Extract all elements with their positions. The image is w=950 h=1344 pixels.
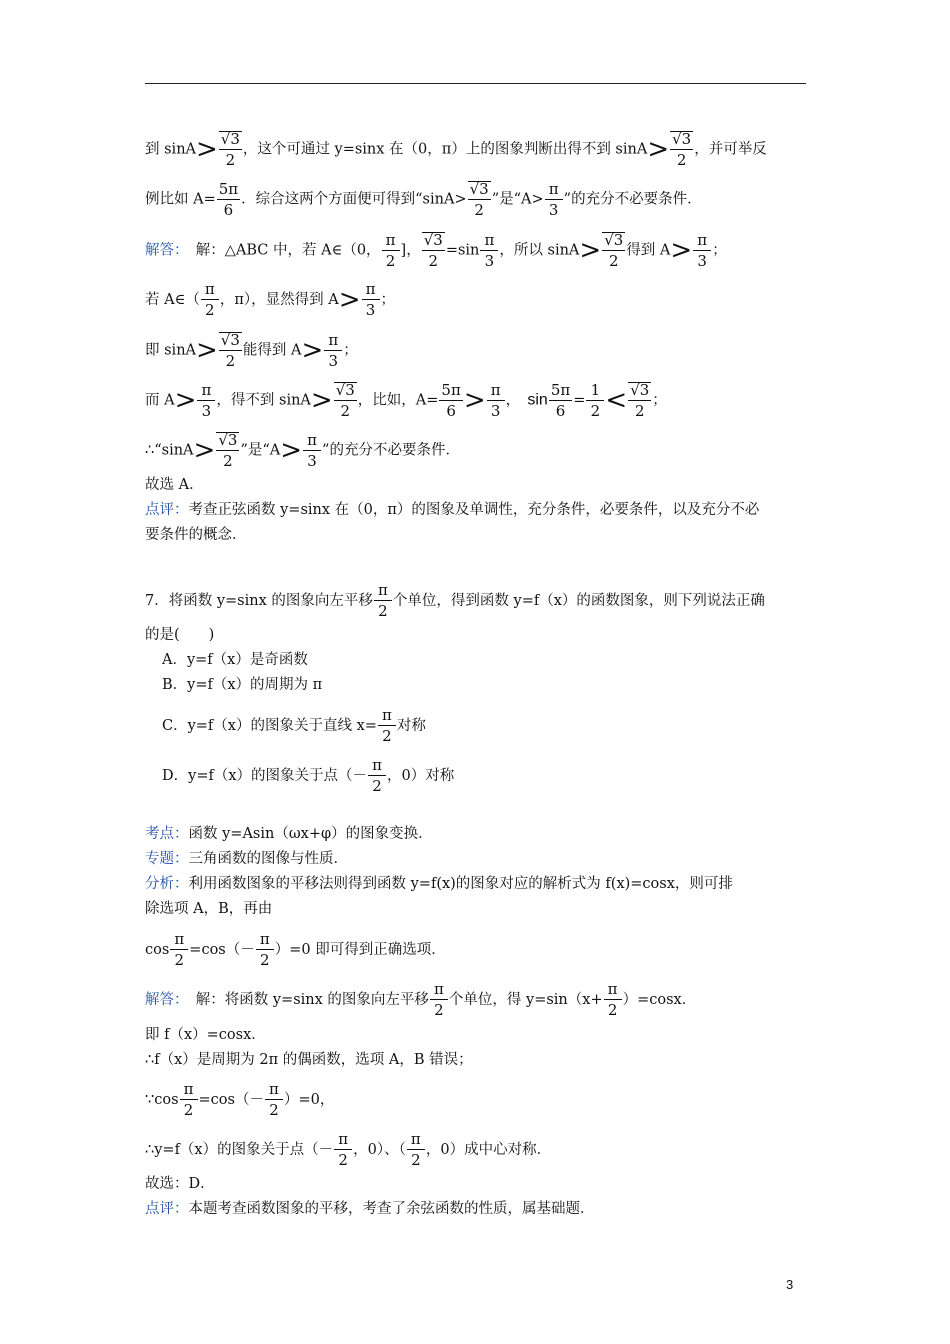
gt-sign: > xyxy=(310,385,333,416)
q7-comment xyxy=(145,1199,595,1219)
text: ∵cos xyxy=(145,1092,179,1108)
s6-answer-line-4 xyxy=(145,382,667,419)
text: ，所以 sinA xyxy=(499,242,580,259)
text: 三角函数的图像与性质． xyxy=(188,851,348,867)
fraction xyxy=(219,332,242,369)
denominator: 2 xyxy=(676,151,687,169)
numerator: 5π xyxy=(441,380,461,399)
text: ．综合这两个方面便可得到“sinA> xyxy=(241,191,467,208)
text: 7．将函数 y=sinx 的图象向左平移 xyxy=(145,593,373,609)
fraction xyxy=(201,282,219,318)
gt-sign: > xyxy=(196,134,218,165)
keypoint-label: 考点： xyxy=(145,826,189,842)
text: ，0）、（ xyxy=(353,1142,406,1158)
fraction xyxy=(334,382,357,419)
denominator: 2 xyxy=(205,301,215,319)
text: 而 A xyxy=(145,392,175,409)
fraction xyxy=(382,230,400,270)
text: = xyxy=(573,392,586,409)
fraction xyxy=(487,380,505,420)
numerator: π xyxy=(382,233,400,251)
denominator: 2 xyxy=(590,401,601,420)
fraction xyxy=(324,330,342,370)
text: ∴“sinA xyxy=(145,442,194,459)
denominator: 2 xyxy=(225,352,236,370)
denominator: 3 xyxy=(548,200,559,219)
fraction xyxy=(468,181,491,218)
numerator: π xyxy=(693,233,711,251)
text: ”是“A xyxy=(240,442,281,459)
fraction xyxy=(216,432,239,469)
denominator: 6 xyxy=(446,401,456,420)
denominator: 6 xyxy=(223,200,234,219)
text: =cos（ xyxy=(198,1092,250,1108)
fraction: $\frac{1}{2}$ xyxy=(586,383,604,419)
text: ∴y=f（x）的图象关于点（ xyxy=(145,1142,319,1158)
denominator: 3 xyxy=(697,251,707,270)
denominator: 3 xyxy=(201,401,212,420)
fraction xyxy=(256,932,274,968)
denominator: 2 xyxy=(225,151,236,169)
text: ”的充分不必要条件． xyxy=(563,191,702,208)
numerator: π xyxy=(407,1132,425,1150)
numerator: √3 xyxy=(672,130,692,148)
answer-label: 解答： xyxy=(145,242,182,259)
text: ， xyxy=(505,392,513,409)
text: =cos（ xyxy=(189,942,241,958)
denominator: 2 xyxy=(378,602,388,620)
header-rule xyxy=(145,83,806,84)
denominator: 2 xyxy=(634,402,645,420)
text: ，比如，A= xyxy=(357,392,439,409)
text: 能得到 A xyxy=(242,342,302,359)
intro-line-2 xyxy=(145,181,702,218)
fraction xyxy=(180,1082,198,1118)
text: ，这个可通过 y=sinx 在（0，π）上的图象判断出得不到 sinA xyxy=(242,141,648,158)
denominator: 2 xyxy=(340,402,351,420)
text: 利用函数图象的平移法则得到函数 y=f(x)的图象对应的解析式为 f(x)=cosx，则可排 xyxy=(188,876,733,892)
numerator: √3 xyxy=(335,381,355,399)
text: ）=0， xyxy=(283,1092,335,1108)
text: D．y=f（x）的图象关于点（ xyxy=(162,768,353,784)
numerator: π xyxy=(324,333,342,351)
minus-sign: － xyxy=(352,768,368,784)
s6-answer-line-2: 若 A∈（ $\frac{\pi}{2}$ ，π），显然得到 A> $\frac{\pi}{3}$ ； xyxy=(145,280,395,319)
fraction xyxy=(303,430,321,470)
comment-label: 点评： xyxy=(145,1201,189,1217)
gt-sign: > xyxy=(670,235,693,266)
fraction xyxy=(219,131,242,168)
denominator: 2 xyxy=(259,951,270,969)
numerator: π xyxy=(265,1082,283,1100)
gt-sign: > xyxy=(193,435,216,466)
denominator: 2 xyxy=(434,1001,444,1019)
denominator: 2 xyxy=(608,252,619,270)
lt-sign: < xyxy=(605,385,628,416)
denominator: 3 xyxy=(307,451,317,470)
fraction xyxy=(602,232,625,269)
fraction xyxy=(430,982,448,1018)
q7-option-d xyxy=(162,758,454,794)
numerator: π xyxy=(197,383,215,401)
text: ”是“A> xyxy=(491,191,544,208)
q7-option-a: A．y=f（x）是奇函数 xyxy=(162,652,308,668)
gt-sign: > xyxy=(463,385,486,416)
text: 解：将函数 y=sinx 的图象向左平移 xyxy=(195,992,429,1008)
q7-option-c xyxy=(162,708,426,744)
numerator: √3 xyxy=(220,130,240,148)
text: 解：△ABC 中，若 A∈（0， xyxy=(195,242,381,259)
q7-answer-line-6: 故选：D． xyxy=(145,1176,215,1192)
text: 考查正弦函数 y=sinx 在（0，π）的图象及单调性，充分条件，必要条件，以及充分不必 xyxy=(188,502,760,518)
numerator: π xyxy=(362,282,380,300)
numerator: √3 xyxy=(469,180,489,198)
analysis-label: 分析： xyxy=(145,876,189,892)
denominator: 2 xyxy=(174,951,185,969)
s6-answer-line-3: 即 sinA> $\frac{√3}{2}$ 能得到 A> $\frac{\pi}{3}$ ； xyxy=(145,330,358,370)
denominator: 3 xyxy=(328,351,339,370)
q7-topic xyxy=(145,849,348,869)
q7-answer-line-3: ∴f（x）是周期为 2π 的偶函数，选项 A，B 错误； xyxy=(145,1052,473,1068)
fraction xyxy=(604,982,622,1018)
denominator: 2 xyxy=(223,452,233,470)
topic-label: 专题： xyxy=(145,851,189,867)
minus-sign: － xyxy=(249,1092,264,1108)
gt-sign: > xyxy=(579,235,602,266)
intro-line-1 xyxy=(145,131,767,168)
fraction xyxy=(378,708,396,744)
q7-analysis-line-2: 除选项 A，B，再由 xyxy=(145,901,273,917)
q7-analysis-line-3 xyxy=(145,932,446,968)
fraction xyxy=(549,380,572,420)
s6-answer-line-5 xyxy=(145,432,460,469)
text: 本题考查函数图象的平移，考查了余弦函数的性质，属基础题． xyxy=(188,1201,595,1217)
q7-keypoint xyxy=(145,824,433,844)
denominator: 3 xyxy=(484,251,495,270)
denominator: 3 xyxy=(365,301,376,319)
text: ，0）对称 xyxy=(387,768,455,784)
gt-sign: > xyxy=(301,335,324,366)
text: ，得不到 sinA xyxy=(216,392,311,409)
comment-label: 点评： xyxy=(145,502,189,518)
text: 函数 y=Asin（ωx+φ）的图象变换． xyxy=(188,826,433,842)
fraction xyxy=(545,179,563,219)
text: C．y=f（x）的图象关于直线 x= xyxy=(162,718,377,734)
numerator: π xyxy=(378,708,396,726)
denominator: 2 xyxy=(385,251,396,270)
q7-answer-line-2: 即 f（x）=cosx． xyxy=(145,1027,266,1043)
s6-answer-line-1: 解答： 解：△ABC 中，若 A∈（0， $\frac{\pi}{2}$ ]， $\frac{√3}{2}$ =sin $\frac{\pi}{3}$ ，所以 sinA> $\frac{√3}{2}$ 得到 A> $\frac{\pi}{3}$ ； xyxy=(145,230,727,270)
fraction xyxy=(628,382,651,419)
text: ，0）成中心对称． xyxy=(425,1142,552,1158)
fraction xyxy=(480,230,498,270)
gt-sign: > xyxy=(174,385,197,416)
fraction xyxy=(334,1132,352,1168)
numerator: √3 xyxy=(630,381,650,399)
numerator: π xyxy=(201,282,219,300)
denominator: 2 xyxy=(382,727,392,745)
numerator: π xyxy=(487,383,505,401)
text: sin xyxy=(527,391,548,409)
text: ]， xyxy=(400,242,421,259)
denominator: 2 xyxy=(474,201,484,219)
answer-label: 解答： xyxy=(145,992,182,1008)
text: 个单位，得到函数 y=f（x）的函数图象，则下列说法正确 xyxy=(392,593,765,609)
fraction xyxy=(422,232,445,269)
text: ，并可举反 xyxy=(694,141,767,158)
text: ； xyxy=(652,392,667,409)
text: 个单位，得 y=sin（x+ xyxy=(448,992,603,1008)
numerator: π xyxy=(303,433,321,451)
text: 即 sinA xyxy=(145,342,196,359)
numerator: π xyxy=(430,982,448,1000)
fraction xyxy=(197,380,215,420)
numerator: √3 xyxy=(423,231,443,249)
text: ”的充分不必要条件． xyxy=(322,442,460,459)
text: ，π），显然得到 A xyxy=(219,292,339,308)
numerator: 5π xyxy=(218,179,239,198)
text: cos xyxy=(145,942,170,958)
minus-sign: － xyxy=(240,942,255,958)
q7-answer-line-5 xyxy=(145,1132,551,1168)
denominator: 2 xyxy=(428,252,439,270)
fraction xyxy=(265,1082,283,1118)
fraction xyxy=(217,179,240,219)
numerator: π xyxy=(480,233,498,251)
fraction xyxy=(439,380,462,420)
q7-answer-line-1 xyxy=(145,982,696,1018)
s6-comment-line-1 xyxy=(145,500,759,520)
fraction xyxy=(374,583,392,619)
denominator: 2 xyxy=(183,1101,194,1119)
text: 得到 A xyxy=(626,242,671,259)
denominator: 2 xyxy=(372,777,382,795)
fraction xyxy=(368,758,386,794)
text: 到 sinA xyxy=(145,141,196,158)
text: 对称 xyxy=(396,718,426,734)
fraction xyxy=(407,1132,425,1168)
numerator: π xyxy=(604,982,622,1000)
q7-option-b: B．y=f（x）的周期为 π xyxy=(162,677,323,693)
text: 例比如 A= xyxy=(145,191,216,208)
numerator: π xyxy=(545,182,563,200)
q7-analysis-line-1 xyxy=(145,874,733,894)
denominator: 3 xyxy=(490,401,501,420)
text: ）=cosx． xyxy=(622,992,697,1008)
numerator: √3 xyxy=(220,331,240,349)
fraction xyxy=(170,932,188,968)
fraction xyxy=(693,230,711,270)
numerator: π xyxy=(374,583,392,601)
s6-comment-line-2: 要条件的概念． xyxy=(145,527,247,543)
text: ）=0 即可得到正确选项． xyxy=(274,942,446,958)
numerator: √3 xyxy=(218,431,238,449)
numerator: π xyxy=(334,1132,352,1150)
fraction xyxy=(670,131,693,168)
q7-stem-line-1 xyxy=(145,583,765,619)
gt-sign: > xyxy=(280,435,303,466)
gt-sign: > xyxy=(196,335,218,366)
text: =sin xyxy=(445,242,480,259)
gt-sign: > xyxy=(647,134,670,165)
q7-answer-line-4 xyxy=(145,1082,334,1118)
denominator: 2 xyxy=(607,1001,618,1019)
numerator: π xyxy=(170,932,188,950)
numerator: √3 xyxy=(604,231,624,249)
fraction xyxy=(362,282,380,318)
numerator: π xyxy=(180,1082,198,1100)
minus-sign: － xyxy=(318,1142,334,1158)
numerator: 5π xyxy=(550,380,571,399)
denominator: 2 xyxy=(269,1101,279,1119)
denominator: 2 xyxy=(411,1151,421,1169)
q7-stem-line-2: 的是( ) xyxy=(145,627,215,643)
denominator: 2 xyxy=(338,1151,348,1169)
numerator: π xyxy=(256,932,274,950)
text: 若 A∈（ xyxy=(145,292,200,308)
denominator: 6 xyxy=(555,401,566,420)
numerator: π xyxy=(368,758,386,776)
page-number: 3 xyxy=(786,1277,794,1292)
gt-sign: > xyxy=(338,285,361,315)
s6-answer-line-6: 故选 A． xyxy=(145,477,204,493)
